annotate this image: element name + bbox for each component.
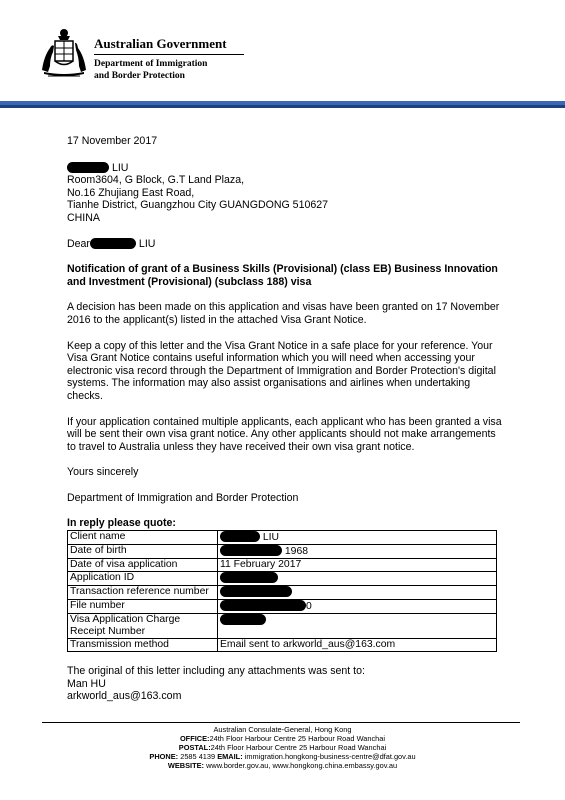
header-rule <box>94 54 244 55</box>
recipient-surname: LIU <box>111 161 129 174</box>
row-value: 11 February 2017 <box>218 559 497 572</box>
table-row <box>68 586 497 600</box>
paragraph: A decision has been made on this application and visas have been granted on 17 November 2016 to the applicant(s) listed in the attached Visa Grant Notice. <box>67 301 500 326</box>
address-line-1: Room3604, G Block, G.T Land Plaza, <box>67 174 245 187</box>
redaction-mark <box>220 614 266 625</box>
website-value: www.border.gov.au, www.hongkong.china.embassy.gov.au <box>206 761 398 770</box>
postal-value: 24th Floor Harbour Centre 25 Harbour Road Wanchai <box>210 743 387 752</box>
row-label: File number <box>68 600 218 614</box>
row-label: Date of birth <box>68 545 218 559</box>
postal-label: POSTAL: <box>178 743 211 752</box>
sent-to-intro: The original of this letter including any attachments was sent to: <box>67 665 365 678</box>
agency-name <box>94 36 244 82</box>
table-row <box>68 559 497 572</box>
redaction-mark <box>67 162 109 173</box>
office-label: OFFICE: <box>179 734 210 743</box>
table-row <box>68 572 497 586</box>
paragraph: If your application contained multiple applicants, each applicant who has been granted a visa will be sent their own visa grant notice. Any other applicants should not make arrangements to travel to Australia unless they have received their own visa grant notice. <box>67 415 502 453</box>
reference-table <box>67 530 497 652</box>
quote-title: In reply please quote: <box>67 517 176 530</box>
footer-website-line <box>0 761 565 770</box>
letter-body <box>67 135 507 703</box>
footer-postal-line <box>0 743 565 752</box>
office-value: 24th Floor Harbour Centre 25 Harbour Road Wanchai <box>209 734 386 743</box>
row-value <box>218 572 497 586</box>
recipient-name <box>67 162 507 175</box>
redaction-mark <box>220 600 306 611</box>
footer <box>0 725 565 770</box>
table-row <box>68 614 497 639</box>
redaction-mark <box>220 586 292 597</box>
row-label: Client name <box>68 531 218 545</box>
footer-office-line <box>0 734 565 743</box>
footer-phone-line <box>0 752 565 761</box>
address-line-2: No.16 Zhujiang East Road, <box>67 186 195 199</box>
row-label: Visa Application Charge Receipt Number <box>68 614 218 639</box>
header-band-dark <box>0 105 565 108</box>
address-line-4: CHINA <box>67 211 100 224</box>
phone-label: PHONE: <box>149 752 179 761</box>
email-label: EMAIL: <box>217 752 243 761</box>
salutation-prefix: Dear <box>67 237 90 250</box>
footer-office-name: Australian Consulate-General, Hong Kong <box>213 725 352 734</box>
sent-to-name: Man HU <box>67 677 106 690</box>
department-line-2: and Border Protection <box>94 71 185 81</box>
row-label: Application ID <box>68 572 218 586</box>
salutation <box>67 238 507 251</box>
redaction-mark <box>220 531 260 542</box>
website-label: WEBSITE: <box>167 761 205 770</box>
row-value <box>218 586 497 600</box>
table-row <box>68 639 497 652</box>
address-line-3: Tianhe District, Guangzhou City GUANGDONG 510627 <box>67 199 329 212</box>
table-row <box>68 545 497 559</box>
redaction-mark <box>220 572 278 583</box>
row-label: Transaction reference number <box>68 586 218 600</box>
table-row <box>68 600 497 614</box>
row-value <box>218 531 497 545</box>
redaction-mark <box>220 545 282 556</box>
row-value <box>218 545 497 559</box>
table-row <box>68 531 497 545</box>
closing: Yours sincerely <box>67 466 139 479</box>
row-label: Date of visa application <box>68 559 218 572</box>
row-value <box>218 600 497 614</box>
file-number-suffix: 0 <box>306 601 312 613</box>
phone-value: 2585 4139 <box>180 752 216 761</box>
footer-rule <box>42 722 520 723</box>
row-value: Email sent to arkworld_aus@163.com <box>218 639 497 652</box>
letter-date: 17 November 2017 <box>67 135 158 147</box>
signatory: Department of Immigration and Border Protection <box>67 491 299 504</box>
row-label: Transmission method <box>68 639 218 652</box>
government-name: Australian Government <box>94 36 227 51</box>
salutation-surname: LIU <box>138 237 156 250</box>
sent-to-email: arkworld_aus@163.com <box>67 690 182 703</box>
email-value: immigration.hongkong-business-centre@dfat.gov.au <box>244 752 416 761</box>
department-line-1: Department of Immigration <box>94 59 208 69</box>
letter-subject: Notification of grant of a Business Skills (Provisional) (class EB) Business Innovation and Investment (Provisional) (subclass 188) visa <box>67 263 498 288</box>
letterhead <box>38 26 298 86</box>
redaction-mark <box>90 238 136 249</box>
row-value <box>218 614 497 639</box>
coat-of-arms-icon <box>38 26 90 82</box>
client-surname: LIU <box>262 532 280 544</box>
birth-year: 1968 <box>284 546 309 558</box>
paragraph: Keep a copy of this letter and the Visa Grant Notice in a safe place for your reference. Your Visa Grant Notice contains useful information which you will need when accessing your electronic visa record through the Department of Immigration and Border Protection's digital systems. The information may also assist organisations and airlines when undertaking checks. <box>67 339 496 402</box>
